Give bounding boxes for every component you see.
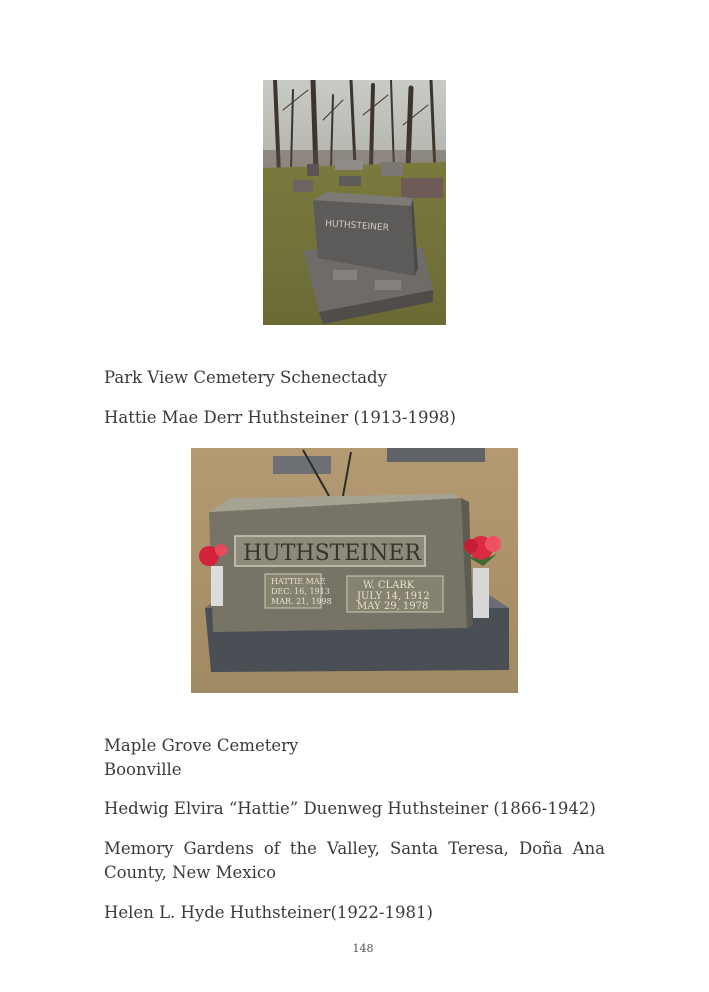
cemetery-photo-park-view (263, 80, 446, 325)
cemetery-photo-maple-grove-image (191, 448, 518, 693)
person-hedwig-elvira: Hedwig Elvira “Hattie” Duenweg Huthsteiner (1866-1942) (104, 799, 596, 818)
cemetery-photo-park-view-image (263, 80, 446, 325)
svg-text:JULY 14, 1912: JULY 14, 1912 (357, 591, 430, 602)
page-number: 148 (352, 942, 374, 955)
engraved-surname: HUTHSTEINER (324, 219, 390, 234)
cemetery-name-maple-grove (104, 734, 605, 782)
svg-text:W. CLARK: W. CLARK (363, 580, 415, 591)
cemetery-name-line: Maple Grove Cemetery (104, 736, 299, 755)
person-helen-hyde: Helen L. Hyde Huthsteiner(1922-1981) (104, 903, 433, 922)
svg-text:MAY 29, 1978: MAY 29, 1978 (357, 601, 429, 612)
cemetery-name-memory-gardens: Memory Gardens of the Valley, Santa Teresa, Doña Ana County, New Mexico (104, 839, 605, 882)
engraved-surname: HUTHSTEINER (243, 541, 421, 566)
cemetery-location-line: Boonville (104, 760, 182, 779)
svg-text:DEC. 16, 1913: DEC. 16, 1913 (271, 587, 330, 596)
cemetery-photo-maple-grove (191, 448, 518, 693)
svg-text:HATTIE MAE: HATTIE MAE (271, 577, 326, 586)
svg-text:MAR. 21, 1998: MAR. 21, 1998 (271, 597, 332, 606)
cemetery-name-park-view: Park View Cemetery Schenectady (104, 368, 387, 387)
person-hattie-mae-derr: Hattie Mae Derr Huthsteiner (1913-1998) (104, 408, 456, 427)
